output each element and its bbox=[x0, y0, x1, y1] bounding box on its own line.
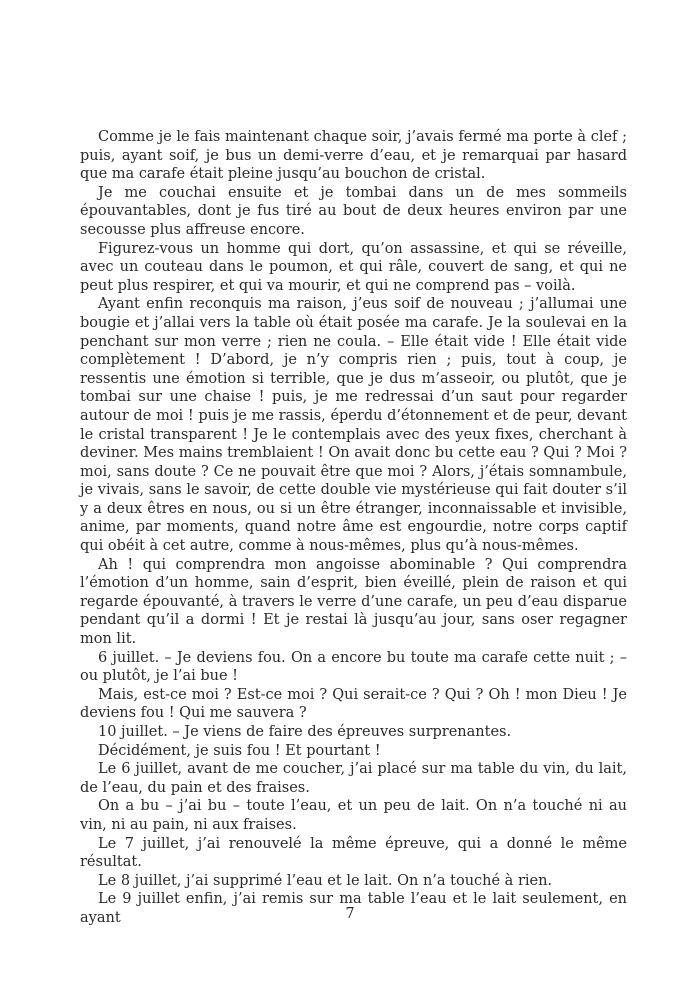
paragraph: Le 8 juillet, j’ai supprimé l’eau et le lait. On n’a touché à rien. bbox=[98, 872, 553, 889]
paragraph: Ayant enfin reconquis ma raison, j’eus soif de nouveau ; j’allumai une bougie et j’allai vers la table où était posée ma carafe. Je la soulevai en la penchant sur mon verre ; rien ne coula. – Elle était vide ! Elle était vide complètement ! D’abord, je n’y compris rien ; puis, tout à coup, je ressentis une émotion si terrible, que je dus m’asseoir, ou plutôt, que je tombai sur une chaise ! puis, je me redressai d’un saut pour regarder autour de moi ! puis je me rassis, éperdu d’étonnement et de peur, devant le cristal transparent ! Je le contemplais avec des yeux fixes, cherchant à deviner. Mes mains tremblaient ! On avait donc bu cette eau ? Qui ? Moi ? moi, sans doute ? Ce ne pouvait être que moi ? Alors, j’étais somnambule, je vivais, sans le savoir, de cette double vie mystérieuse qui fait douter s’il y a deux êtres en nous, ou si un être étranger, inconnaissable et invisible, anime, par moments, quand notre âme est engourdie, notre corps captif qui obéit à cet autre, comme à nous-mêmes, plus qu’à nous-mêmes. bbox=[80, 296, 627, 555]
paragraph: Le 9 juillet enfin, j’ai remis sur ma table l’eau et le lait seulement, en ayant bbox=[80, 891, 627, 926]
paragraph: 6 juillet. – Je deviens fou. On a encore bu toute ma carafe cette nuit ; – ou plutôt, je l’ai bue ! bbox=[80, 649, 627, 685]
paragraph: 10 juillet. – Je viens de faire des épreuves surprenantes. bbox=[98, 724, 512, 740]
paragraph: Le 7 juillet, j’ai renouvelé la même épreuve, qui a donné le même résultat. bbox=[80, 835, 627, 871]
paragraph: Mais, est-ce moi ? Est-ce moi ? Qui serait-ce ? Qui ? Oh ! mon Dieu ! Je deviens fou ! Qui me sauvera ? bbox=[80, 686, 627, 722]
paragraph: Ah ! qui comprendra mon angoisse abominable ? Qui comprendra l’émotion d’un homme, sain d’esprit, bien éveillé, plein de raison et qui regarde épouvanté, à travers le verre d’une carafe, un peu d’eau disparue pendant qu’il a dormi ! Et je restai là jusqu’au jour, sans oser regagner mon lit. bbox=[80, 556, 627, 648]
paragraph: Décidément, je suis fou ! Et pourtant ! bbox=[98, 742, 381, 759]
paragraph: Le 6 juillet, avant de me coucher, j’ai placé sur ma table du vin, du lait, de l’eau, du pain et des fraises. bbox=[80, 761, 627, 796]
body-text bbox=[80, 128, 627, 928]
paragraph: Je me couchai ensuite et je tombai dans un de mes sommeils épouvantables, dont je fus tiré au bout de deux heures environ par une secousse plus affreuse encore. bbox=[80, 184, 627, 238]
paragraph: Figurez-vous un homme qui dort, qu’on assassine, et qui se réveille, avec un couteau dans le poumon, et qui râle, couvert de sang, et qui ne peut plus respirer, et qui va mourir, et qui ne comprend pas – voilà. bbox=[80, 240, 627, 294]
page-number: 7 bbox=[345, 906, 355, 922]
paragraph: On a bu – j’ai bu – toute l’eau, et un peu de lait. On n’a touché ni au vin, ni au pain, ni aux fraises. bbox=[80, 798, 627, 833]
paragraph: Comme je le fais maintenant chaque soir, j’avais fermé ma porte à clef ; puis, ayant soif, je bus un demi-verre d’eau, et je remarquai par hasard que ma carafe était pleine jusqu’au bouchon de cristal. bbox=[80, 129, 627, 183]
